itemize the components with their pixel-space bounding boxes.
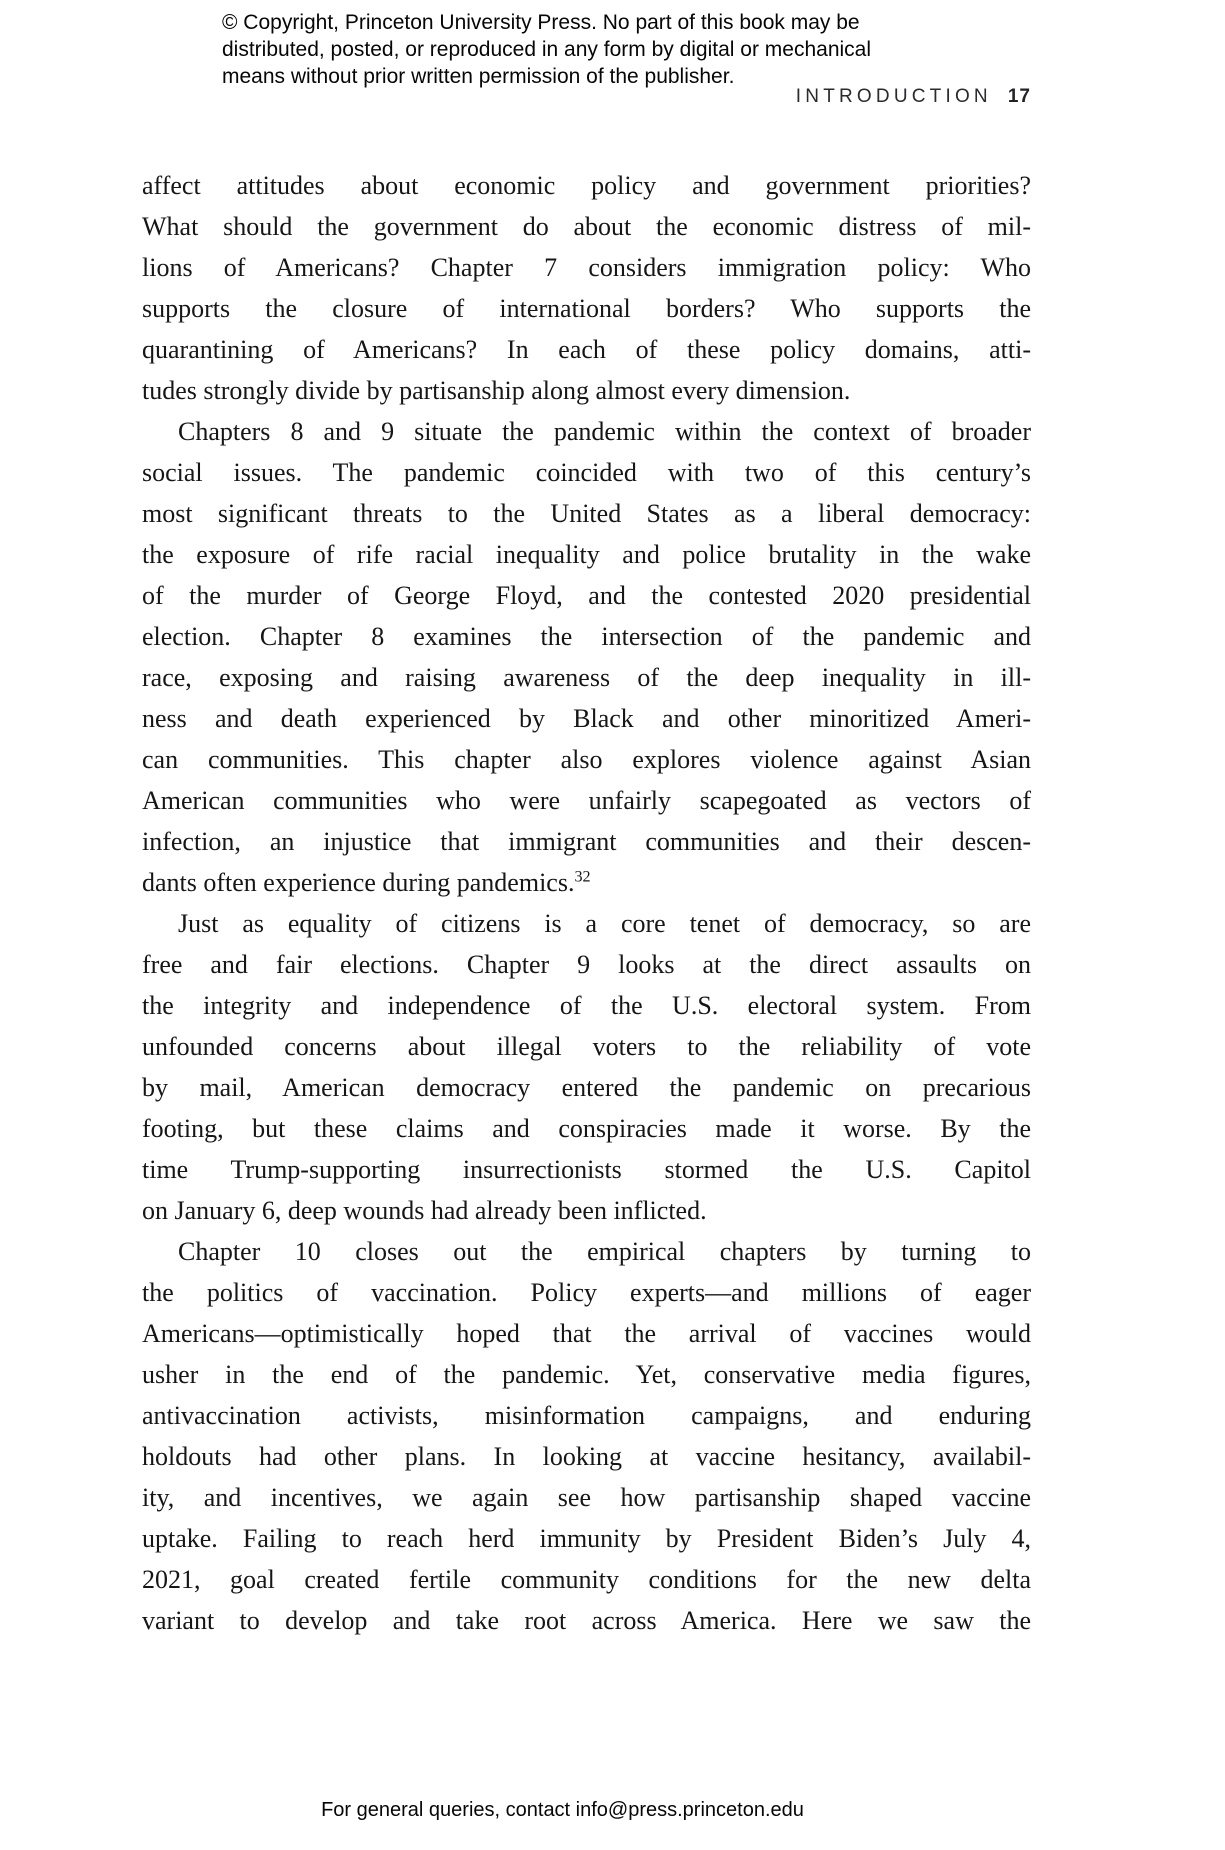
text-line: 2021, goal created fertile community conditions for the new delta [142,1565,1031,1594]
text-line: the politics of vaccination. Policy experts—and millions of eager [142,1278,1031,1307]
text-line: holdouts had other plans. In looking at vaccine hesitancy, availabil- [142,1442,1031,1471]
text-line: free and fair elections. Chapter 9 looks at the direct assaults on [142,950,1031,979]
text-line: race, exposing and raising awareness of the deep inequality in ill- [142,663,1031,692]
body-text-column [142,165,1031,1641]
text-line: on January 6, deep wounds had already been inflicted. [142,1196,707,1225]
text-line: the exposure of rife racial inequality and police brutality in the wake [142,540,1031,569]
section-title: INTRODUCTION [795,86,992,107]
page-number: 17 [1007,86,1031,107]
copyright-notice [222,9,871,90]
text-line: most significant threats to the United States as a liberal democracy: [142,499,1031,528]
footer-queries-note: For general queries, contact info@press.princeton.edu [321,1799,804,1821]
text-line: social issues. The pandemic coincided with two of this century’s [142,458,1031,487]
text-line: What should the government do about the economic distress of mil- [142,212,1031,241]
paragraph [142,165,1031,411]
text-line: lions of Americans? Chapter 7 considers immigration policy: Who [142,253,1031,282]
text-line: infection, an injustice that immigrant communities and their descen- [142,827,1031,856]
paragraph [142,903,1031,1231]
copyright-line: means without prior written permission of the publisher. [222,65,735,88]
text-line: supports the closure of international borders? Who supports the [142,294,1031,323]
text-line: Americans—optimistically hoped that the arrival of vaccines would [142,1319,1031,1348]
text-line: antivaccination activists, misinformation campaigns, and enduring [142,1401,1031,1430]
paragraph [142,411,1031,903]
text-line: quarantining of Americans? In each of these policy domains, atti- [142,335,1031,364]
text-line: usher in the end of the pandemic. Yet, conservative media figures, [142,1360,1031,1389]
footnote-reference: 32 [574,868,591,886]
text-line: footing, but these claims and conspiracies made it worse. By the [142,1114,1031,1143]
text-line: tudes strongly divide by partisanship along almost every dimension. [142,376,851,405]
text-line: can communities. This chapter also explores violence against Asian [142,745,1031,774]
text-line: American communities who were unfairly scapegoated as vectors of [142,786,1031,815]
text-line: of the murder of George Floyd, and the contested 2020 presidential [142,581,1031,610]
running-head [796,86,1031,108]
text-line: the integrity and independence of the U.S. electoral system. From [142,991,1031,1020]
text-line: Chapter 10 closes out the empirical chapters by turning to [178,1237,1031,1266]
text-line: Just as equality of citizens is a core tenet of democracy, so are [178,909,1031,938]
text-line: ity, and incentives, we again see how partisanship shaped vaccine [142,1483,1031,1512]
text-line: unfounded concerns about illegal voters to the reliability of vote [142,1032,1031,1061]
copyright-line: distributed, posted, or reproduced in any form by digital or mechanical [222,38,872,61]
text-line: dants often experience during pandemics.$^{32}$ [142,868,591,897]
text-line: Chapters 8 and 9 situate the pandemic within the context of broader [178,417,1031,446]
text-line: variant to develop and take root across America. Here we saw the [142,1606,1031,1635]
copyright-line: © Copyright, Princeton University Press. No part of this book may be [222,11,860,34]
text-line: election. Chapter 8 examines the intersection of the pandemic and [142,622,1031,651]
text-line: affect attitudes about economic policy and government priorities? [142,171,1031,200]
text-line: ness and death experienced by Black and other minoritized Ameri- [142,704,1031,733]
text-line: by mail, American democracy entered the pandemic on precarious [142,1073,1031,1102]
text-line: uptake. Failing to reach herd immunity by President Biden’s July 4, [142,1524,1031,1553]
paragraph [142,1231,1031,1641]
text-line: time Trump-supporting insurrectionists stormed the U.S. Capitol [142,1155,1031,1184]
